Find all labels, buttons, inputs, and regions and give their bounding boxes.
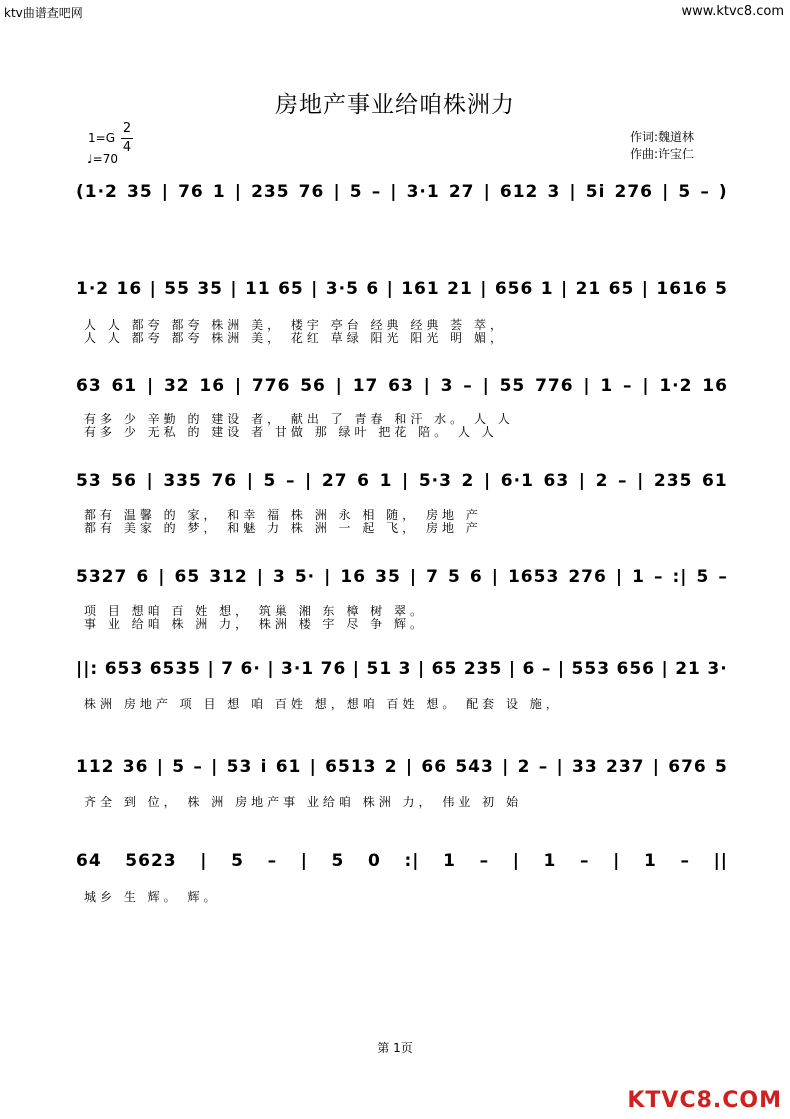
barline: :| [672,567,688,587]
note-group: 6 [522,659,536,679]
note-group: 5 [715,757,728,777]
notes-line [74,173,730,211]
composer-credit: 作曲:许宝仁 [630,147,695,161]
barline: | [480,279,488,299]
note-group: 51 [366,659,393,679]
note-group: 553 [571,659,611,679]
score-system [74,173,730,211]
note-group: 5 [447,567,461,587]
note-group: 63 [388,376,414,396]
barline: | [637,471,645,491]
note-group: 5 [715,279,728,299]
note-group: 6535 [149,659,202,679]
barline: | [161,182,169,202]
note-group: 3 [398,659,412,679]
note-group: 656 [494,279,534,299]
lyric-line: 事 业 给咱 株 洲 力， 株洲 楼 宇 尽 争 辉。 [84,617,426,631]
tempo-mark [87,152,118,166]
note-group: 6 [469,567,483,587]
note-group: 32 [163,376,190,396]
barline: | [234,182,242,202]
note-group: 676 [668,757,707,777]
score-system [74,748,730,786]
note-group: 27 [448,182,475,202]
barline: | [156,757,164,777]
note-group: 5 [331,851,345,871]
note-group: 1 [632,567,645,587]
note-group: 21 [447,279,473,299]
note-group: 276 [614,182,653,202]
note-group: 335 [163,471,202,491]
barline: | [256,567,264,587]
note-group: – [700,182,710,202]
notes-line [74,558,730,596]
note-group: 76 [211,471,238,491]
barline: | [423,376,431,396]
note-group: 776 [535,376,574,396]
note-group: 66 [421,757,448,777]
barline: || [713,851,728,871]
note-group: ) [718,182,728,202]
note-group: 3·1 [406,182,440,202]
note-group: (1·2 [76,182,118,202]
note-group: 5623 [125,851,177,871]
notes-line [74,842,730,880]
note-group: 65 [278,279,304,299]
notes-line [74,650,730,688]
barline: | [483,182,491,202]
barline: | [491,567,499,587]
note-group: 65 [431,659,458,679]
note-group: 1 [643,851,657,871]
note-group: – [463,376,473,396]
note-group: 64 [76,851,102,871]
barline: | [158,567,166,587]
barline: | [615,567,624,587]
note-group: 543 [455,757,494,777]
note-group: 3 [440,376,454,396]
barline: | [324,567,332,587]
barline: | [300,851,308,871]
note-group: – [193,757,203,777]
barline: | [333,182,341,202]
lyric-line: 人 人 都夸 都夸 株洲 美， 花红 草绿 阳光 阳光 明 媚， [84,331,506,345]
note-group: 312 [209,567,248,587]
note-group: 7 [426,567,439,587]
barline: | [405,757,414,777]
note-group: 235 [251,182,290,202]
barline: | [149,279,157,299]
note-group: 656 [616,659,656,679]
note-group: 5 [678,182,692,202]
note-group: 5 [696,567,710,587]
site-url-right: www.ktvc8.com [681,4,784,19]
barline: | [335,376,343,396]
note-group: 16 [340,567,367,587]
note-group: 1 [443,851,456,871]
note-group: 1 [379,471,393,491]
note-group: 35 [197,279,223,299]
lyric-line: 株洲 房地产 项 目 想 咱 百姓 想，想咱 百姓 想。 配套 设 施， [84,697,562,711]
note-group: 16 [702,376,728,396]
note-group: 5 [231,851,244,871]
score-system [74,462,730,500]
barline: :| [404,851,420,871]
lyric-line: 项 目 想咱 百 姓 想， 筑巢 湘 东 樟 树 翠。 [84,604,426,618]
time-signature [121,121,133,156]
note-group: 2 [384,757,398,777]
barline: | [386,279,394,299]
note-group: 53 [226,757,253,777]
barline: | [557,659,566,679]
note-group: 3 [547,182,561,202]
barline: | [207,659,215,679]
note-group: 112 [76,757,115,777]
note-group: 2 [595,471,609,491]
lyric-line: 城乡 生 辉。 辉。 [84,890,220,904]
note-group: 55 [164,279,190,299]
lyric-line: 人 人 都夸 都夸 株洲 美， 楼宇 亭台 经典 经典 荟 萃， [84,318,506,332]
note-group: 7 [221,659,235,679]
barline: | [230,279,238,299]
time-bottom: 4 [122,140,132,155]
note-group: 55 [499,376,526,396]
page-number: 第 1页 [377,1041,413,1055]
tempo-value: =70 [92,152,118,166]
barline: | [482,376,490,396]
barline: | [652,757,660,777]
barline: | [662,182,670,202]
note-group: – [371,182,382,202]
note-group: 612 [499,182,539,202]
notes-line [74,748,730,786]
note-group: 65 [174,567,201,587]
note-group: 61 [111,376,138,396]
note-group: 5i [585,182,606,202]
watermark-logo: KTVC8.COM [627,1088,782,1113]
score-system [74,367,730,405]
note-group: 6· [240,659,261,679]
barline: ||: [76,659,99,679]
notes-line [74,367,730,405]
note-group: 61 [702,471,728,491]
note-group: 16 [116,279,143,299]
note-group: 36 [122,757,149,777]
barline: | [560,279,569,299]
note-group: 3· [707,659,728,679]
barline: | [613,851,621,871]
note-group: 653 [104,659,144,679]
note-group: 1653 [507,567,560,587]
note-group: 3·1 [281,659,315,679]
score-system [74,650,730,688]
notes-line [74,270,730,308]
notes-line [74,462,730,500]
barline: | [267,659,275,679]
note-group: 35 [126,182,153,202]
barline: | [512,851,520,871]
barline: | [246,471,254,491]
note-group: 1 [543,851,557,871]
note-group: 5·3 [418,471,452,491]
note-group: – [680,851,690,871]
note-group: 1·2 [659,376,693,396]
lyric-line: 有多 少 辛勤 的 建设 者， 献出 了 青春 和汗 水。 人 人 [84,412,514,426]
note-group: 235 [463,659,503,679]
lyric-line: 有多 少 无私 的 建设 者 甘做 那 绿叶 把花 陪。 人 人 [84,425,498,439]
barline: | [556,757,564,777]
barline: | [583,376,591,396]
barline: | [309,757,317,777]
barline: | [305,471,313,491]
note-group: – [653,567,664,587]
note-group: 776 [251,376,291,396]
note-group: 56 [300,376,326,396]
note-group: 61 [275,757,302,777]
note-group: – [718,567,728,587]
note-group: 6 [136,567,150,587]
barline: | [402,471,410,491]
note-group: 6513 [325,757,377,777]
quarter-note-icon: ♩ [87,152,93,166]
note-group: – [538,757,549,777]
note-group: 5 [349,182,363,202]
time-divider [121,138,133,139]
note-group: 17 [352,376,379,396]
note-group: 5· [294,567,316,587]
note-group: 1 [600,376,614,396]
barline: | [211,757,219,777]
barline: | [390,182,398,202]
note-group: – [541,659,552,679]
note-group: 53 [76,471,102,491]
note-group: 3·5 [325,279,359,299]
note-group: – [285,471,296,491]
lyricist-credit: 作词:魏道林 [630,130,695,144]
note-group: 76 [178,182,204,202]
barline: | [200,851,208,871]
score-system [74,558,730,596]
note-group: 3 [272,567,286,587]
site-name-left: ktv曲谱查吧网 [4,6,83,20]
barline: | [569,182,577,202]
note-group: 16 [199,376,226,396]
barline: | [146,471,154,491]
note-group: 2 [461,471,475,491]
lyric-line: 都有 美家 的 梦， 和魅 力 株 洲 一 起 飞， 房地 产 [84,521,482,535]
note-group: i [260,757,268,777]
note-group: 11 [245,279,271,299]
note-group: 63 [543,471,570,491]
note-group: 1 [212,182,226,202]
note-group: 33 [572,757,598,777]
note-group: 76 [298,182,325,202]
note-group: 76 [320,659,347,679]
note-group: 235 [653,471,693,491]
score-system [74,270,730,308]
note-group: 65 [608,279,635,299]
barline: | [417,659,426,679]
note-group: 21 [575,279,602,299]
barline: | [483,471,492,491]
key-signature: 1=G [88,131,115,145]
note-group: 5327 [76,567,128,587]
note-group: 1·2 [76,279,110,299]
note-group: 237 [605,757,645,777]
score-system [74,842,730,880]
note-group: 276 [568,567,607,587]
note-group: 27 [321,471,348,491]
barline: | [508,659,517,679]
note-group: 6 [366,279,380,299]
note-group: – [479,851,490,871]
note-group: – [618,471,628,491]
song-title: 房地产事业给咱株洲力 [275,92,515,118]
note-group: 0 [368,851,381,871]
note-group: – [580,851,590,871]
note-group: – [267,851,278,871]
note-group: 63 [76,376,102,396]
note-group: 2 [517,757,531,777]
barline: | [311,279,319,299]
barline: | [641,279,649,299]
note-group: 6 [357,471,370,491]
barline: | [352,659,360,679]
note-group: 5 [172,757,186,777]
note-group: 21 [675,659,701,679]
barline: | [234,376,243,396]
note-group: – [623,376,633,396]
note-group: 35 [375,567,401,587]
note-group: 1616 [656,279,708,299]
note-group: 5 [263,471,277,491]
note-group: 1 [540,279,554,299]
barline: | [502,757,510,777]
barline: | [578,471,586,491]
barline: | [642,376,650,396]
barline: | [661,659,669,679]
note-group: 6·1 [500,471,534,491]
barline: | [146,376,155,396]
lyric-line: 都有 温馨 的 家， 和幸 福 株 洲 永 相 随， 房地 产 [84,508,482,522]
barline: | [409,567,418,587]
note-group: 161 [401,279,440,299]
note-group: 56 [111,471,137,491]
lyric-line: 齐全 到 位， 株 洲 房地产事 业给咱 株洲 力， 伟业 初 始 [84,795,522,809]
time-top: 2 [122,121,132,136]
